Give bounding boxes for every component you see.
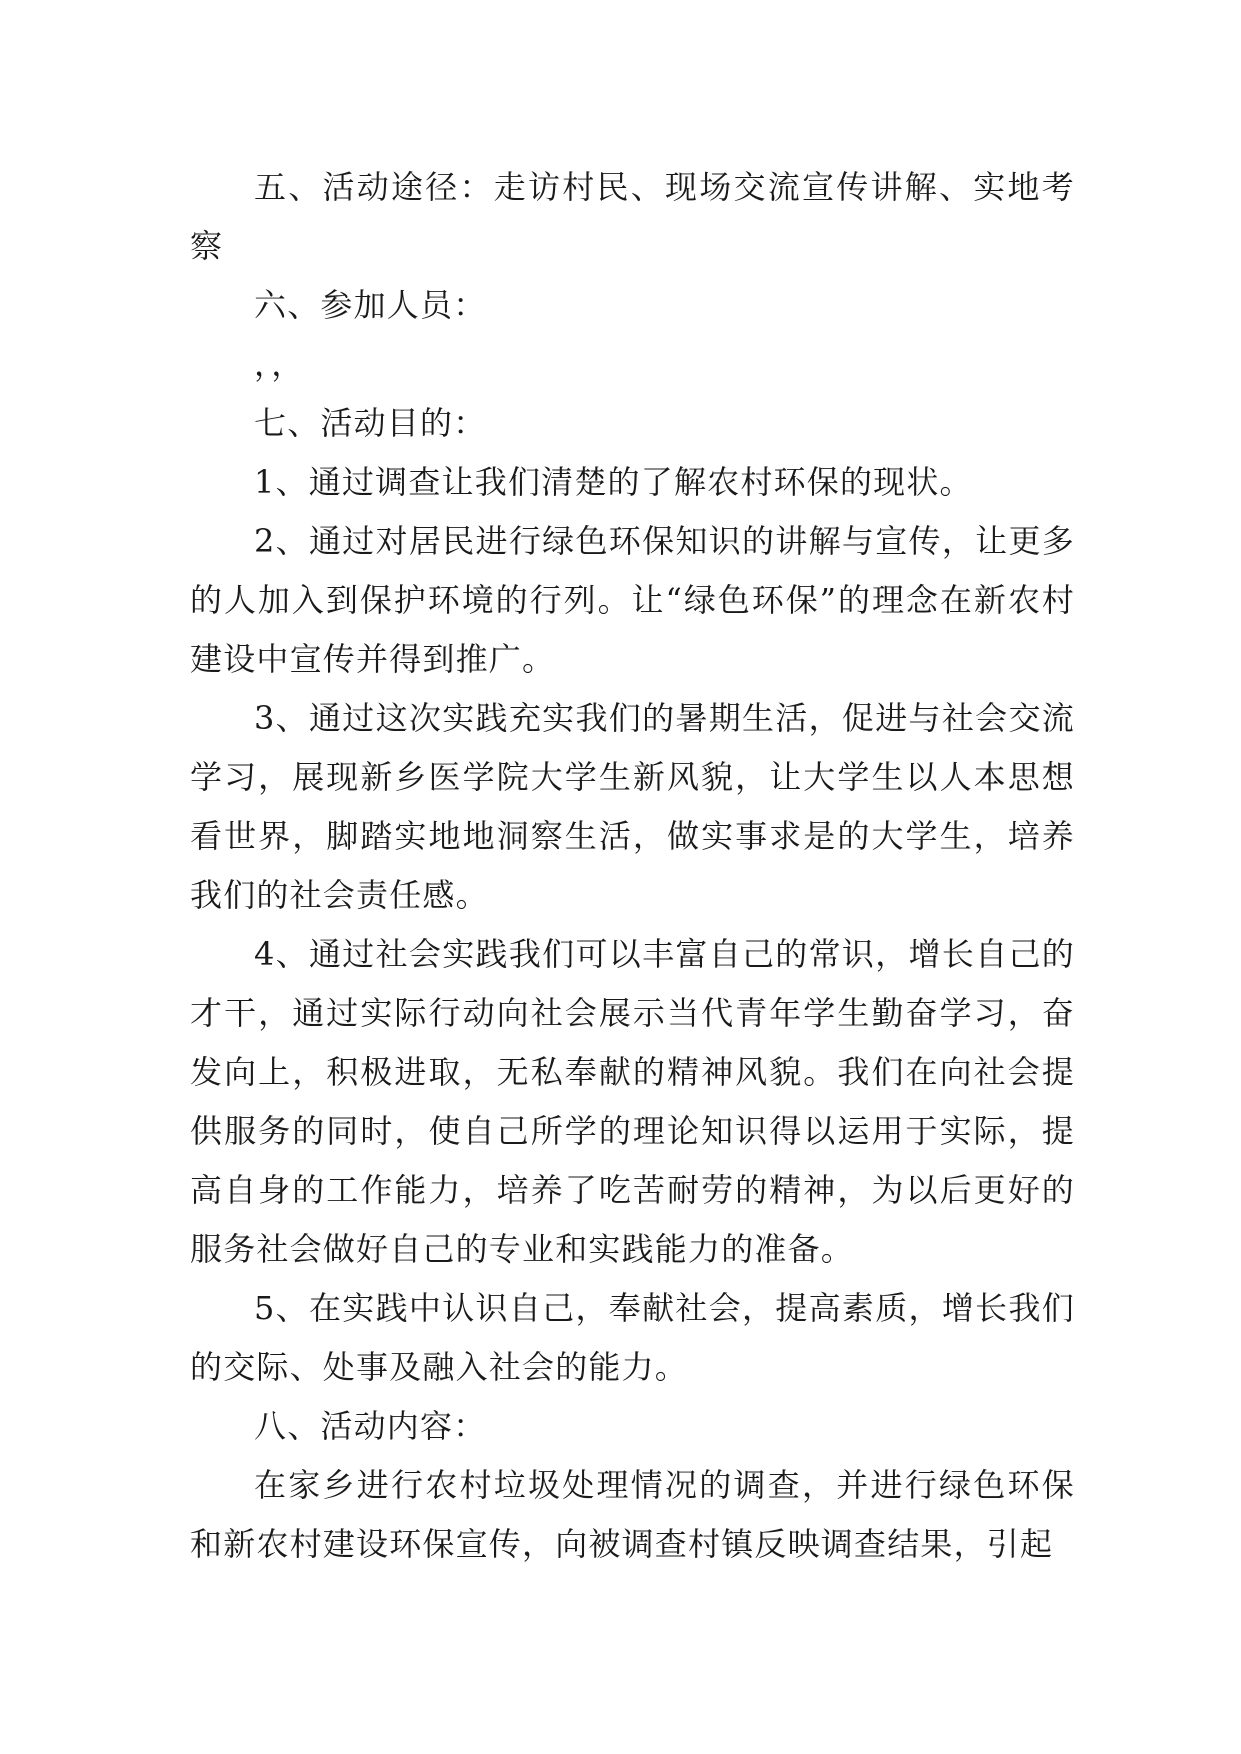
paragraph-purpose-1: 1、通过调查让我们清楚的了解农村环保的现状。 — [254, 463, 973, 501]
paragraph-participants-heading: 六、参加人员： — [254, 286, 487, 324]
paragraph-participants-list: ，， — [254, 345, 305, 383]
paragraph-activity-approach: 五、活动途径：走访村民、现场交流宣传讲解、实地考察 — [190, 168, 1075, 265]
paragraph-purpose-2: 2、通过对居民进行绿色环保知识的讲解与宣传，让更多的人加入到保护环境的行列。让“绿色环保”的理念在新农村建设中宣传并得到推广。 — [190, 522, 1075, 678]
paragraph-content-heading: 八、活动内容： — [254, 1407, 487, 1445]
paragraph-content-body: 在家乡进行农村垃圾处理情况的调查，并进行绿色环保和新农村建设环保宣传，向被调查村镇反映调查结果，引起 — [190, 1466, 1075, 1563]
paragraph-purpose-5: 5、在实践中认识自己，奉献社会，提高素质，增长我们的交际、处事及融入社会的能力。 — [190, 1289, 1075, 1386]
paragraph-purpose-4: 4、通过社会实践我们可以丰富自己的常识，增长自己的才干，通过实际行动向社会展示当代青年学生勤奋学习，奋发向上，积极进取，无私奉献的精神风貌。我们在向社会提供服务的同时，使自己所学的理论知识得以运用于实际，提高自身的工作能力，培养了吃苦耐劳的精神，为以后更好的服务社会做好自己的专业和实践能力的准备。 — [190, 935, 1075, 1268]
paragraph-purpose-3: 3、通过这次实践充实我们的暑期生活，促进与社会交流学习，展现新乡医学院大学生新风貌，让大学生以人本思想看世界，脚踏实地地洞察生活，做实事求是的大学生，培养我们的社会责任感。 — [190, 699, 1075, 914]
paragraph-purpose-heading: 七、活动目的： — [254, 404, 487, 442]
document-body — [190, 158, 1075, 1574]
